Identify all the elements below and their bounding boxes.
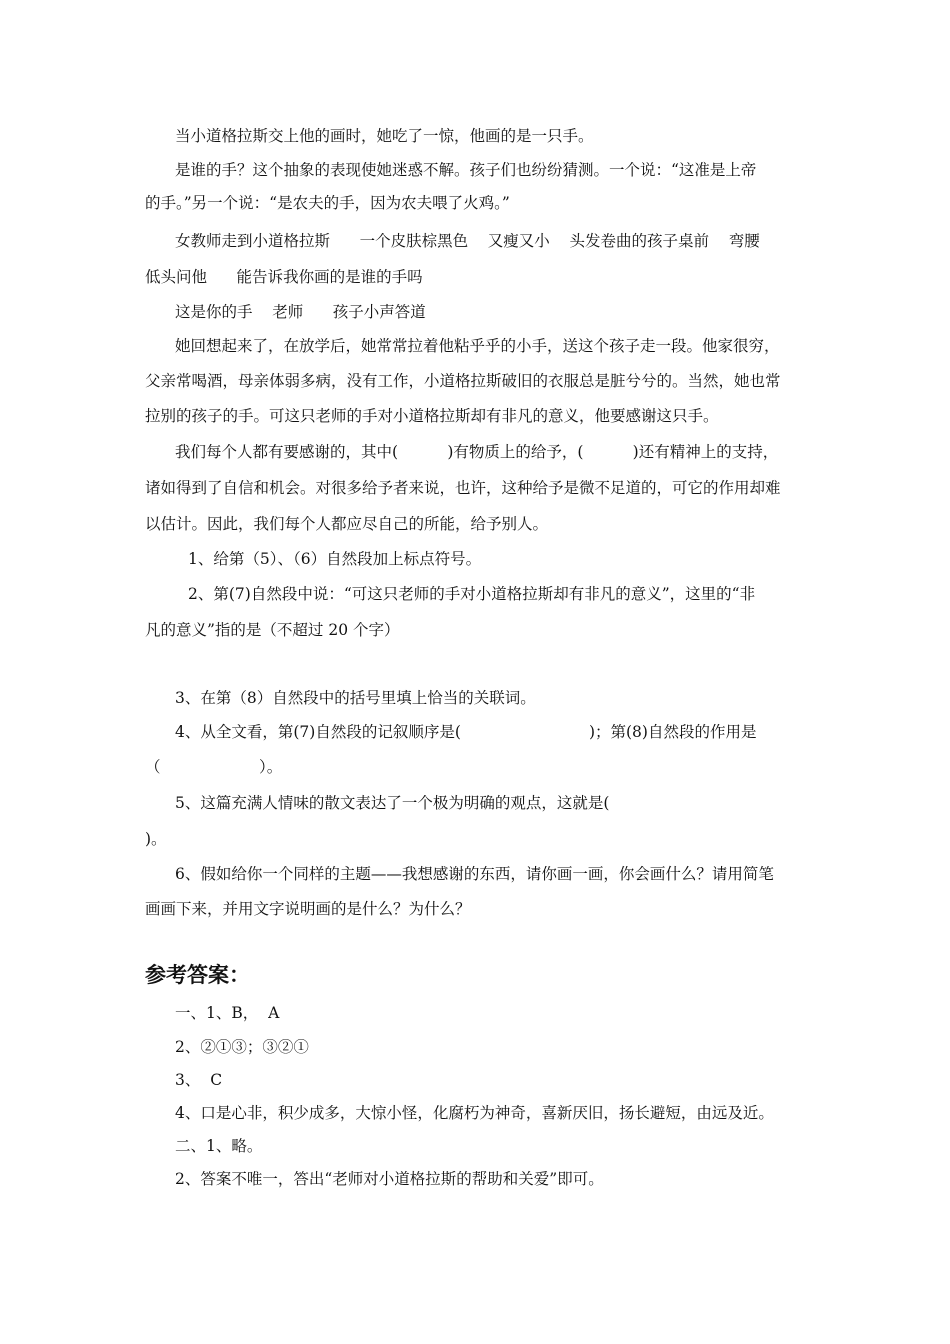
answer-line: 二、1、略。	[175, 1137, 263, 1155]
answer-line: 2、答案不唯一，答出“老师对小道格拉斯的帮助和关爱”即可。	[175, 1170, 604, 1188]
question-3: 3、在第（8）自然段中的括号里填上恰当的关联词。	[175, 689, 536, 707]
question-4-cont: （ ）。	[145, 758, 283, 776]
answer-line: 3、 C	[175, 1071, 223, 1089]
answer-line: 4、口是心非，积少成多，大惊小怪，化腐朽为神奇，喜新厌旧，扬长避短，由远及近。	[175, 1104, 774, 1122]
question-2: 2、第(7)自然段中说：“可这只老师的手对小道格拉斯却有非凡的意义”，这里的“非	[188, 585, 756, 603]
passage-line: 的手。”另一个说：“是农夫的手，因为农夫喂了火鸡。”	[145, 194, 510, 212]
question-4: 4、从全文看，第(7)自然段的记叙顺序是( )；第(8)自然段的作用是	[175, 723, 757, 741]
answer-heading: 参考答案：	[145, 963, 250, 987]
passage-line: 以估计。因此，我们每个人都应尽自己的所能，给予别人。	[145, 515, 549, 533]
question-6: 6、假如给你一个同样的主题——我想感谢的东西，请你画一画，你会画什么？请用简笔	[175, 865, 774, 883]
passage-line: 父亲常喝酒，母亲体弱多病，没有工作，小道格拉斯破旧的衣服总是脏兮兮的。当然，她也常	[145, 372, 781, 390]
question-1: 1、给第（5）、（6）自然段加上标点符号。	[188, 550, 482, 568]
passage-line: 当小道格拉斯交上他的画时，她吃了一惊，他画的是一只手。	[175, 127, 594, 145]
question-6-cont: 画画下来，并用文字说明画的是什么？为什么？	[145, 900, 471, 918]
passage-line: 我们每个人都有要感谢的，其中( )有物质上的给予，( )还有精神上的支持，	[175, 443, 779, 461]
question-2-cont: 凡的意义”指的是（不超过 20 个字）	[145, 621, 400, 639]
answer-line: 一、1、B， A	[175, 1004, 280, 1022]
answer-line: 2、②①③；③②①	[175, 1038, 309, 1056]
passage-line: 是谁的手？这个抽象的表现使她迷惑不解。孩子们也纷纷猜测。一个说：“这准是上帝	[175, 161, 757, 179]
passage-line: 拉别的孩子的手。可这只老师的手对小道格拉斯却有非凡的意义，他要感谢这只手。	[145, 407, 719, 425]
passage-line: 她回想起来了，在放学后，她常常拉着他粘乎乎的小手，送这个孩子走一段。他家很穷，	[175, 337, 780, 355]
passage-line: 这是你的手 老师 孩子小声答道	[175, 303, 426, 321]
passage-line: 诸如得到了自信和机会。对很多给予者来说，也许，这种给予是微不足道的，可它的作用却难	[145, 479, 781, 497]
passage-line: 女教师走到小道格拉斯 一个皮肤棕黑色 又瘦又小 头发卷曲的孩子桌前 弯腰	[175, 232, 760, 250]
passage-line: 低头问他 能告诉我你画的是谁的手吗	[145, 268, 423, 286]
question-5-cont: )。	[145, 830, 167, 848]
question-5: 5、这篇充满人情味的散文表达了一个极为明确的观点，这就是(	[175, 794, 610, 812]
